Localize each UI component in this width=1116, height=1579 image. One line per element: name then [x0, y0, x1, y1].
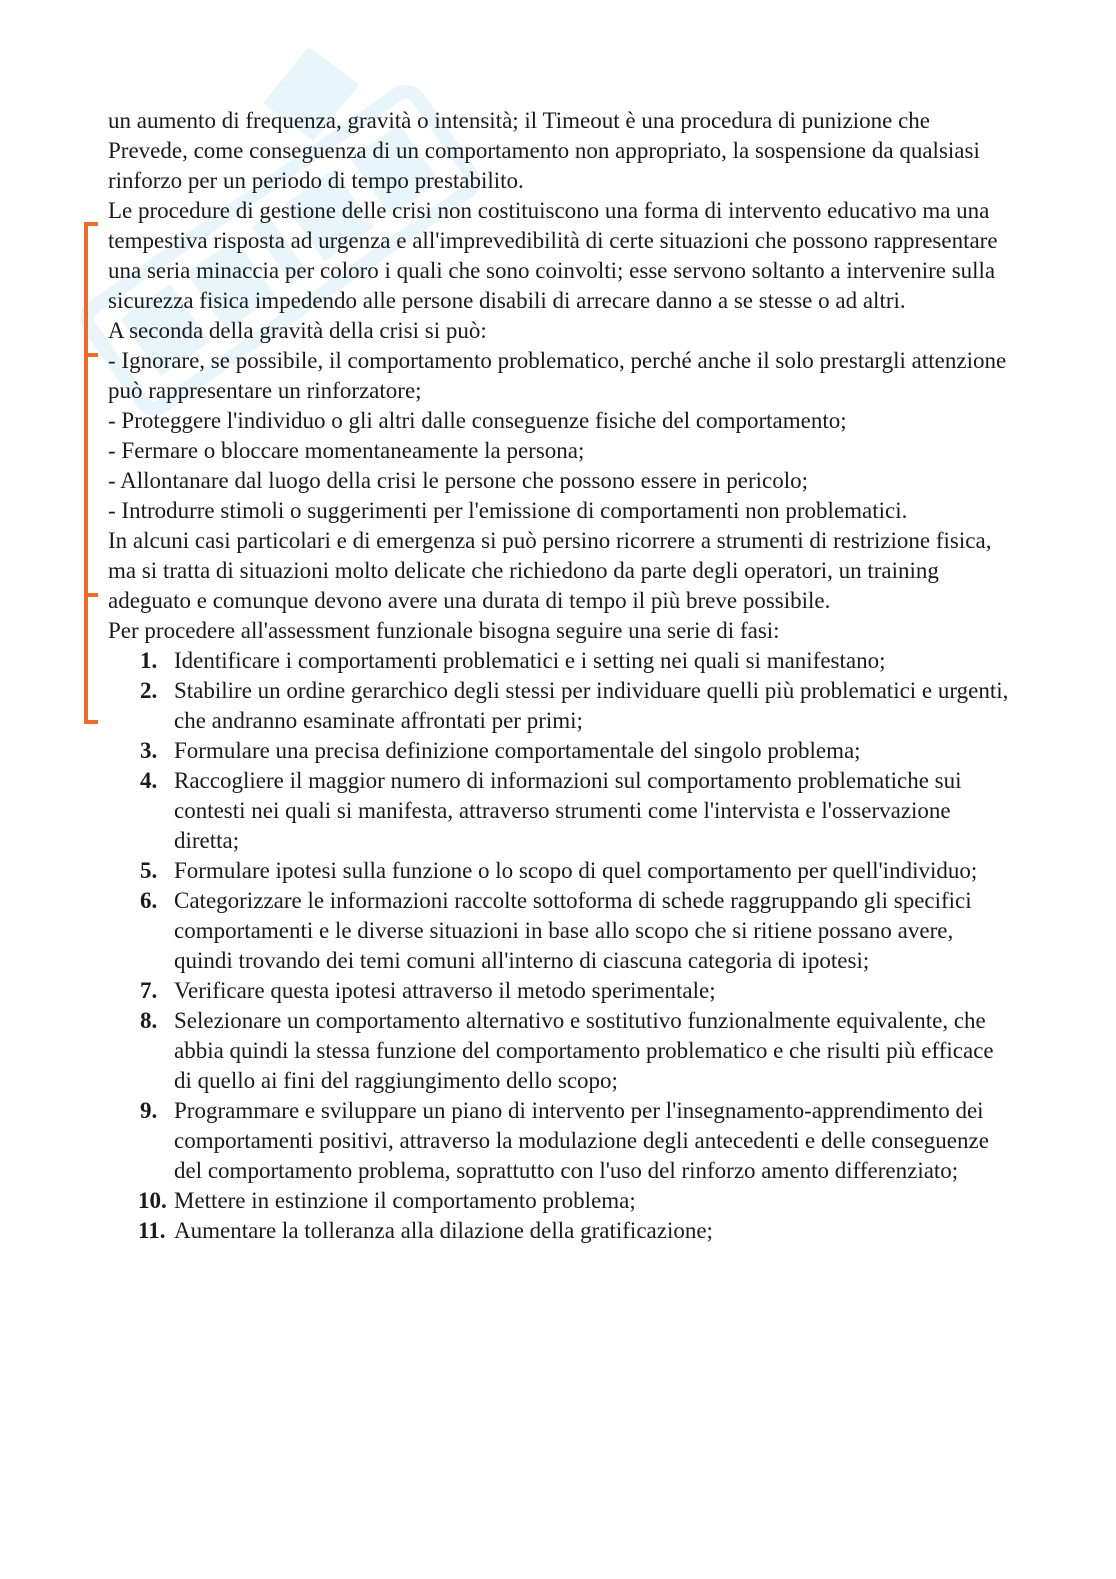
step-text: Categorizzare le informazioni raccolte sottoforma di schede raggruppando gli specifici comportamenti e le diverse situazioni in base allo scopo che si ritiene possano avere, quindi trovando dei temi comuni all'interno di ciascuna categoria di ipotesi; [174, 888, 972, 973]
intro-paragraph: un aumento di frequenza, gravità o intensità; il Timeout è una procedura di punizione che Prevede, come conseguenza di un comportamento non appropriato, la sospensione da qualsiasi rinforzo per un periodo di tempo prestabilito. [108, 108, 980, 193]
list-item [108, 1216, 1013, 1246]
step-text: Formulare ipotesi sulla funzione o lo scopo di quel comportamento per quell'individuo; [174, 858, 978, 883]
step-text: Aumentare la tolleranza alla dilazione della gratificazione; [174, 1218, 713, 1243]
list-item: - Fermare o bloccare momentaneamente la persona; [108, 438, 585, 463]
list-item [108, 1186, 1013, 1216]
step-number: 3. [140, 738, 158, 763]
step-number: 6. [140, 888, 158, 913]
step-number: 11. [138, 1218, 166, 1243]
list-item: - Allontanare dal luogo della crisi le persone che possono essere in pericolo; [108, 468, 809, 493]
step-text: Raccogliere il maggior numero di informazioni sul comportamento problematiche sui contesti nei quali si manifesta, attraverso strumenti come l'intervista e l'osservazione diretta; [174, 768, 962, 853]
assessment-intro: Per procedere all'assessment funzionale bisogna seguire una serie di fasi: [108, 618, 780, 643]
step-number: 2. [140, 678, 158, 703]
step-number: 4. [140, 768, 158, 793]
list-item: - Introdurre stimoli o suggerimenti per l'emissione di comportamenti non problematici. [108, 498, 908, 523]
list-item [108, 676, 1013, 736]
step-text: Programmare e sviluppare un piano di intervento per l'insegnamento-apprendimento dei comportamenti positivi, attraverso la modulazione degli antecedenti e delle conseguenze del comportamento problema, soprattutto con l'uso del rinforzo amento differenziato; [174, 1098, 989, 1183]
list-item: - Ignorare, se possibile, il comportamento problematico, perché anche il solo prestargli attenzione può rappresentare un rinforzatore; [108, 348, 1007, 403]
list-item [108, 736, 1013, 766]
step-number: 7. [140, 978, 158, 1003]
list-item [108, 1006, 1013, 1096]
step-number: 1. [140, 648, 158, 673]
crisis-paragraph: Le procedure di gestione delle crisi non costituiscono una forma di intervento educativo ma una tempestiva risposta ad urgenza e all'imprevedibilità di certe situazioni che possono rappresentare una seria minaccia per coloro i quali che sono coinvolti; esse servono soltanto a intervenire sulla sicurezza fisica impedendo alle persone disabili di arrecare danno a se stesse o ad altri. [108, 198, 998, 313]
step-text: Selezionare un comportamento alternativo e sostitutivo funzionalmente equivalente, che abbia quindi la stessa funzione del comportamento problematico e che risulti più efficace di quello ai fini del raggiungimento dello scopo; [174, 1008, 994, 1093]
step-text: Verificare questa ipotesi attraverso il metodo sperimentale; [174, 978, 716, 1003]
list-item [108, 886, 1013, 976]
list-item [108, 766, 1013, 856]
severity-options-list [108, 346, 1013, 526]
step-text: Formulare una precisa definizione comportamentale del singolo problema; [174, 738, 861, 763]
list-item [108, 976, 1013, 1006]
step-number: 5. [140, 858, 158, 883]
step-text: Stabilire un ordine gerarchico degli stessi per individuare quelli più problematici e urgenti, che andranno esaminate affrontati per primi; [174, 678, 1009, 733]
step-number: 8. [140, 1008, 158, 1033]
assessment-steps-list [108, 646, 1013, 1246]
list-item [108, 646, 1013, 676]
margin-bracket-annotation [84, 222, 98, 724]
step-text: Mettere in estinzione il comportamento problema; [174, 1188, 636, 1213]
step-number: 9. [140, 1098, 158, 1123]
step-text: Identificare i comportamenti problematici e i setting nei quali si manifestano; [174, 648, 886, 673]
list-item [108, 1096, 1013, 1186]
restriction-paragraph: In alcuni casi particolari e di emergenza si può persino ricorrere a strumenti di restrizione fisica, ma si tratta di situazioni molto delicate che richiedono da parte degli operatori, un training adeguato e comunque devono avere una durata di tempo il più breve possibile. [108, 528, 992, 613]
severity-intro: A seconda della gravità della crisi si può: [108, 318, 487, 343]
list-item [108, 856, 1013, 886]
list-item: - Proteggere l'individuo o gli altri dalle conseguenze fisiche del comportamento; [108, 408, 847, 433]
step-number: 10. [138, 1188, 167, 1213]
document-body [108, 106, 1013, 1246]
